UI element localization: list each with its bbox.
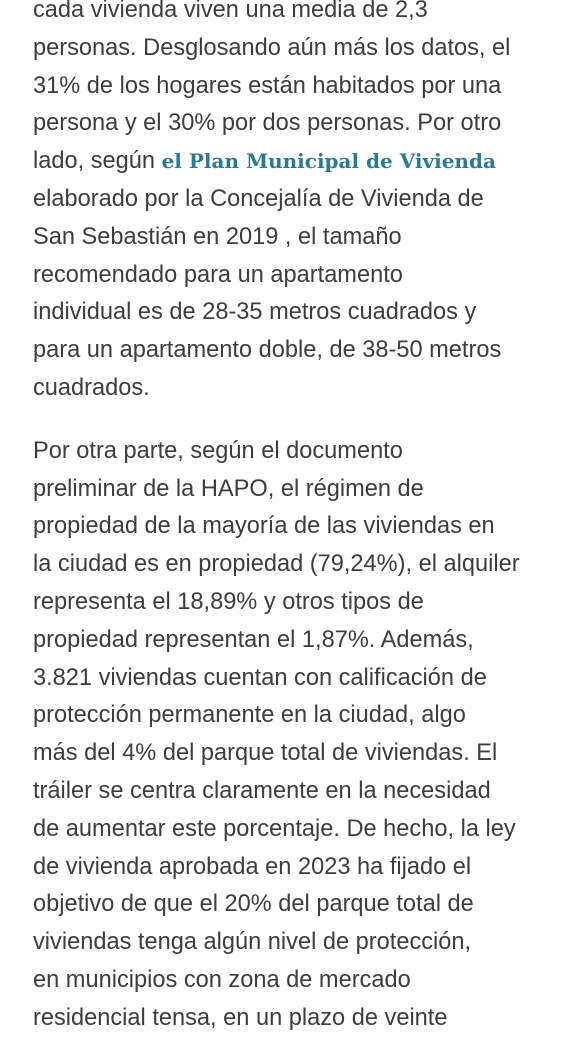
paragraph-line: residencial tensa, en un plazo de veinte (33, 1004, 448, 1031)
paragraph-line: individual es de 28-35 metros cuadrados y (33, 299, 477, 326)
paragraph-line: 31% de los hogares están habitados por una (33, 72, 502, 99)
article-paragraph (33, 433, 533, 1038)
paragraph-line: cada vivienda viven una media de 2,3 (33, 0, 428, 23)
paragraph-line: preliminar de la HAPO, el régimen de (33, 475, 424, 502)
paragraph-line: elaborado por la Concejalía de Vivienda de (33, 185, 484, 212)
paragraph-line: de vivienda aprobada en 2023 ha fijado el (33, 853, 472, 880)
paragraph-line: cuadrados. (33, 374, 150, 401)
paragraph-line: propiedad de la mayoría de las viviendas en (33, 513, 495, 540)
paragraph-line: Por otra parte, según el documento (33, 437, 403, 464)
paragraph-line: propiedad representan el 1,87%. Además, (33, 626, 474, 653)
paragraph-line: persona y el 30% por dos personas. Por otro (33, 110, 502, 137)
paragraph-line: representa el 18,89% y otros tipos de (33, 588, 424, 615)
paragraph-line: recomendado para un apartamento (33, 261, 403, 288)
paragraph-line: de aumentar este porcentaje. De hecho, la ley (33, 815, 516, 842)
article-paragraph (33, 0, 533, 408)
paragraph-line: para un apartamento doble, de 38-50 metros (33, 337, 502, 364)
article-body (33, 0, 533, 1038)
paragraph-line: San Sebastián en 2019 , el tamaño (33, 223, 402, 250)
paragraph-line: tráiler se centra claramente en la necesidad (33, 777, 491, 804)
line-prefix-text: lado, según (33, 148, 162, 175)
plan-municipal-vivienda-link[interactable]: el Plan Municipal de Vivienda (161, 149, 496, 174)
paragraph-line-with-link (33, 143, 533, 181)
paragraph-line: personas. Desglosando aún más los datos, el (33, 34, 511, 61)
paragraph-line: viviendas tenga algún nivel de protección, (33, 929, 472, 956)
paragraph-line: protección permanente en la ciudad, algo (33, 702, 466, 729)
paragraph-line: en municipios con zona de mercado (33, 966, 411, 993)
paragraph-line: la ciudad es en propiedad (79,24%), el alquiler (33, 551, 520, 578)
paragraph-line: más del 4% del parque total de viviendas. El (33, 740, 498, 767)
paragraph-line: objetivo de que el 20% del parque total de (33, 891, 474, 918)
paragraph-line: 3.821 viviendas cuentan con calificación de (33, 664, 487, 691)
